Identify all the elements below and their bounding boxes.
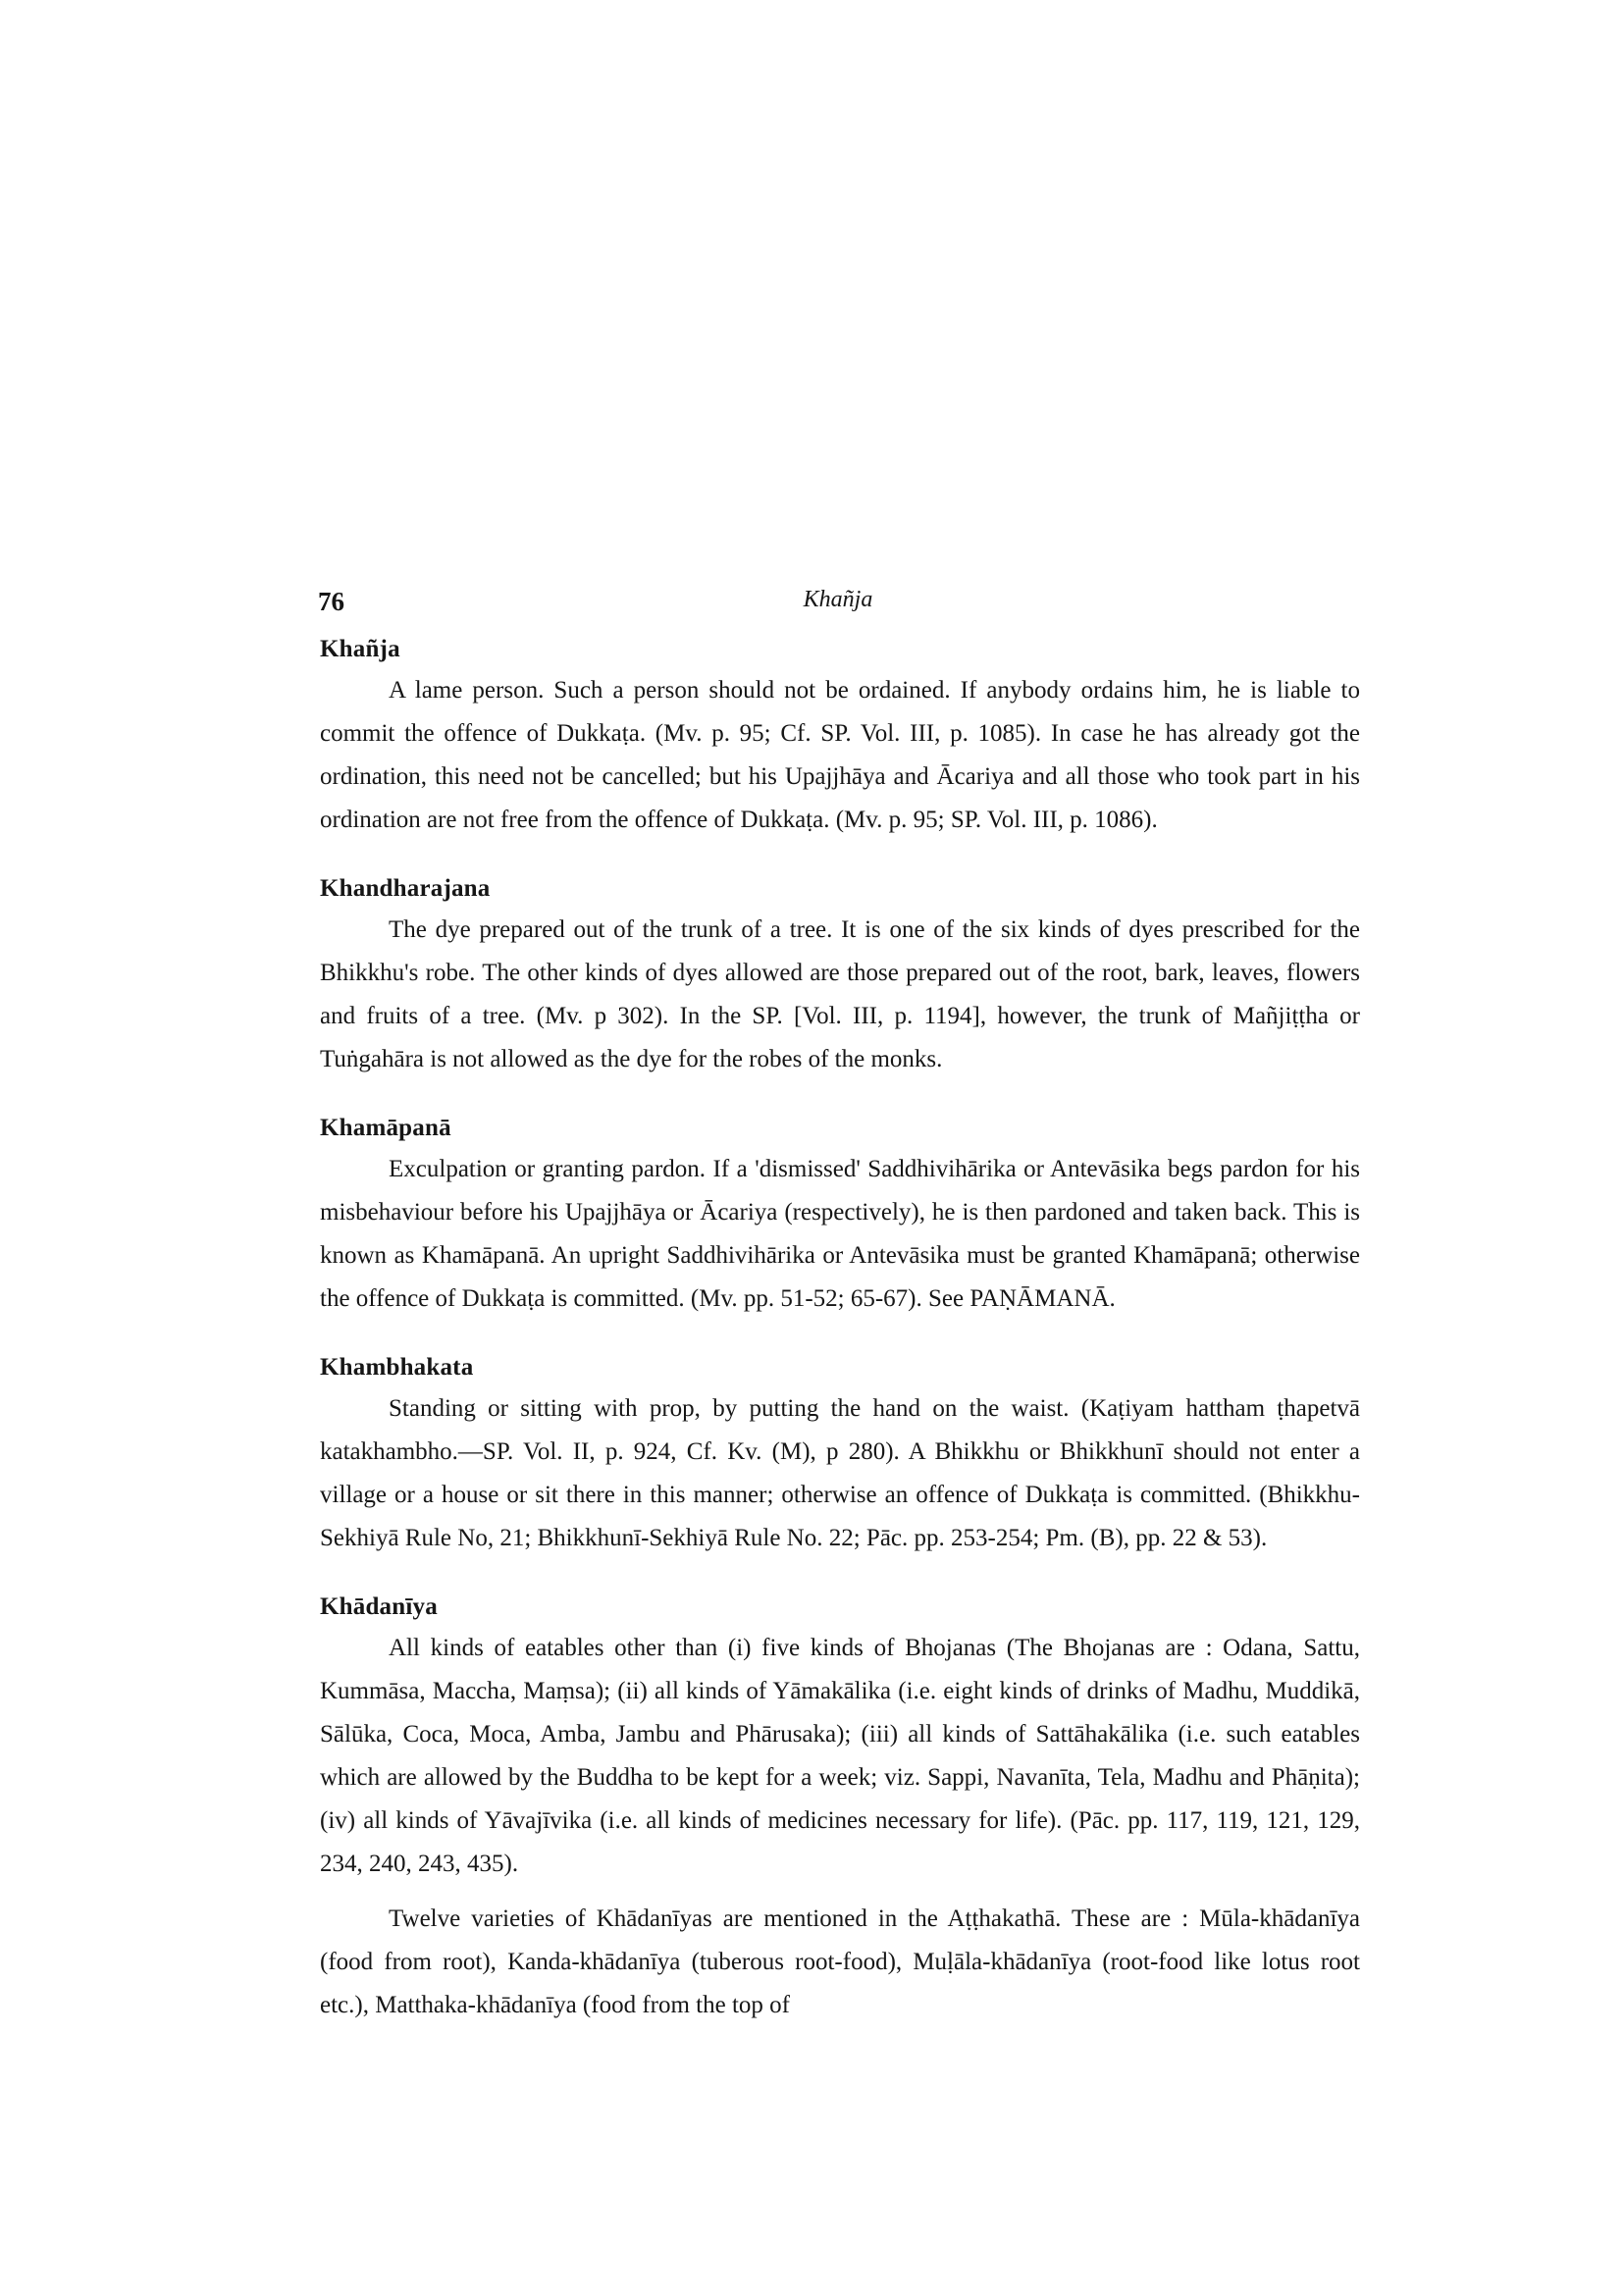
- entry-paragraph: All kinds of eatables other than (i) five kinds of Bhojanas (The Bhojanas are : Odana, Sattu, Kummāsa, Maccha, Maṃsa); (ii) all kinds of Yāmakālika (i.e. eight kinds of drinks of Madhu, Muddikā, Sālūka, Coca, Moca, Amba, Jambu and Phārusaka); (iii) all kinds of Sattāhakālika (i.e. such eatables which are allowed by the Buddha to be kept for a week; viz. Sappi, Navanīta, Tela, Madhu and Phāṇita); (iv) all kinds of Yāvajīvika (i.e. all kinds of medicines necessary for life). (Pāc. pp. 117, 119, 121, 129, 234, 240, 243, 435).: [320, 1635, 1360, 1877]
- entry-paragraph: A lame person. Such a person should not be ordained. If anybody ordains him, he is liable to commit the offence of Dukkaṭa. (Mv. p. 95; Cf. SP. Vol. III, p. 1085). In case he has already got the ordination, this need not be cancelled; but his Upajjhāya and Ācariya and all those who took part in his ordination are not free from the offence of Dukkaṭa. (Mv. p. 95; SP. Vol. III, p. 1086).: [320, 677, 1360, 833]
- running-head: Khañja: [803, 587, 873, 612]
- entry-paragraph: Twelve varieties of Khādanīyas are mentioned in the Aṭṭhakathā. These are : Mūla-khādanīya (food from root), Kanda-khādanīya (tuberous root-food), Muḷāla-khādanīya (root-food like lotus root etc.), Matthaka-khādanīya (food from the top of: [320, 1905, 1360, 2018]
- entry-paragraph: Exculpation or granting pardon. If a 'dismissed' Saddhivihārika or Antevāsika begs pardon for his misbehaviour before his Upajjhāya or Ācariya (respectively), he is then pardoned and taken back. This is known as Khamāpanā. An upright Saddhivihārika or Antevāsika must be granted Khamāpanā; otherwise the offence of Dukkaṭa is committed. (Mv. pp. 51-52; 65-67). See PAṆĀMANĀ.: [320, 1156, 1360, 1312]
- dictionary-entries: [320, 636, 1360, 2061]
- page-header: [318, 587, 1358, 626]
- entry-title: Khandharajana: [320, 875, 491, 902]
- entry-title: Khamāpanā: [320, 1115, 451, 1141]
- page-number: 76: [318, 587, 344, 616]
- entry-paragraph: Standing or sitting with prop, by putting the hand on the waist. (Kaṭiyam hattham ṭhapetvā katakhambho.—SP. Vol. II, p. 924, Cf. Kv. (M), p 280). A Bhikkhu or Bhikkhunī should not enter a village or a house or sit there in this manner; otherwise an offence of Dukkaṭa is committed. (Bhikkhu-Sekhiyā Rule No, 21; Bhikkhunī-Sekhiyā Rule No. 22; Pāc. pp. 253-254; Pm. (B), pp. 22 & 53).: [320, 1395, 1360, 1551]
- entry-title: Khambhakata: [320, 1354, 474, 1381]
- entry-khamapana: [320, 1115, 1360, 1321]
- entry-khadaniya: [320, 1593, 1360, 2027]
- entry-title: Khādanīya: [320, 1593, 438, 1620]
- entry-khanja: [320, 636, 1360, 842]
- entry-khambhakata: [320, 1354, 1360, 1560]
- entry-paragraph: The dye prepared out of the trunk of a tree. It is one of the six kinds of dyes prescribed for the Bhikkhu's robe. The other kinds of dyes allowed are those prepared out of the root, bark, leaves, flowers and fruits of a tree. (Mv. p 302). In the SP. [Vol. III, p. 1194], however, the trunk of Mañjiṭṭha or Tuṅgahāra is not allowed as the dye for the robes of the monks.: [320, 916, 1360, 1072]
- entry-title: Khañja: [320, 636, 400, 662]
- entry-khandharajana: [320, 875, 1360, 1081]
